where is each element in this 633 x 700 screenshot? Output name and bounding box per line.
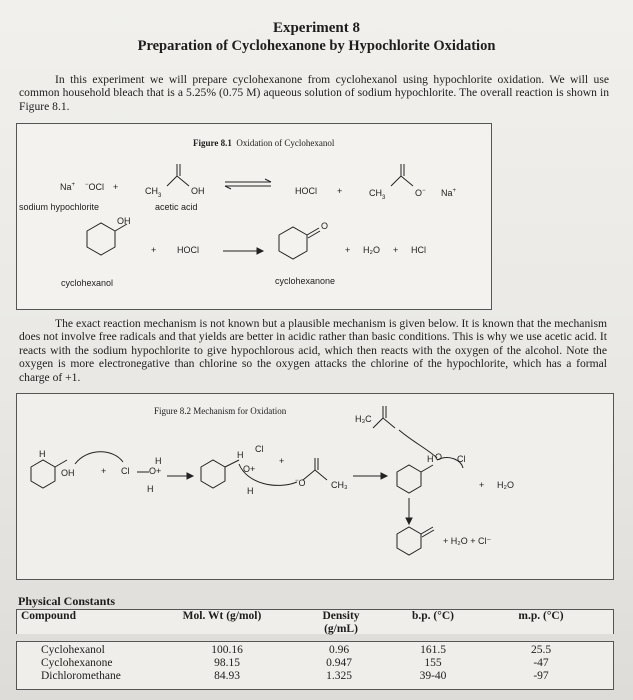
table-cell: Cyclohexanol (41, 644, 105, 656)
table-header-row (16, 609, 614, 634)
table-cell: 161.5 (420, 644, 446, 656)
hypochlorite-label: −OCl (85, 182, 105, 192)
table-cell: -47 (533, 657, 549, 669)
mechanism-h-label-6: H (427, 454, 434, 464)
mechanism-h-label-5: H (247, 486, 254, 496)
plus-sign: + (337, 186, 343, 196)
plus-sign: + (393, 245, 399, 255)
figure-8-1 (16, 123, 492, 310)
hocl-label-2: HOCl (177, 245, 199, 255)
col-mp: m.p. (°C) (518, 610, 564, 622)
mechanism-oh-label: OH (61, 468, 75, 478)
col-bp: b.p. (°C) (412, 610, 454, 622)
plus-sign: + (101, 466, 107, 476)
table-cell: 0.96 (328, 644, 350, 656)
products-label: + H₂O + Cl⁻ (443, 536, 492, 546)
plus-sign: + (151, 245, 157, 255)
table-cell: 39-40 (419, 670, 447, 682)
col-density: Density (g/mL) (322, 610, 360, 635)
physical-constants-header (16, 594, 616, 634)
plus-sign: + (279, 456, 285, 466)
table-cell: 155 (424, 657, 442, 669)
table-cell: Dichloromethane (41, 670, 121, 682)
col-molwt: Mol. Wt (g/mol) (182, 610, 262, 622)
table-cell: 1.325 (326, 670, 352, 682)
cyclohexanol-label: cyclohexanol (61, 278, 114, 288)
hcl-label: HCl (411, 245, 426, 255)
plus-sign: + (113, 182, 119, 192)
figure-8-2-caption: Figure 8.2 Mechanism for Oxidation (154, 406, 287, 416)
table-cell: -97 (533, 670, 549, 682)
table-cell: Cyclohexanone (41, 657, 113, 669)
mechanism-cl-label: Cl (121, 466, 130, 476)
mechanism-cl-label-3: Cl (457, 454, 466, 464)
acetate-oxygen-label: −O (295, 478, 306, 488)
mechanism-h-label: H (39, 449, 46, 459)
sodium-ion-label: Na+ (60, 182, 76, 192)
acetic-acid-label: acetic acid (155, 202, 198, 212)
figure-8-2-mechanism (17, 394, 613, 579)
page-title: Experiment 8 (272, 20, 361, 36)
mechanism-cl-label-2: Cl (255, 444, 264, 454)
acetate-sodium-label: Na+ (441, 188, 457, 198)
col-compound: Compound (21, 610, 76, 622)
cyclohexanone-oxygen-label: O (321, 221, 329, 231)
acetic-acid-ch3-label: $CH_3$ (145, 186, 162, 199)
table-heading: Physical Constants (18, 594, 116, 608)
water-label-2: H₂O (497, 480, 514, 490)
figure-8-1-number: Figure 8.1 (193, 138, 232, 148)
table-cell: 100.16 (211, 644, 243, 656)
hocl-label: HOCl (295, 186, 317, 196)
mechanism-h-label-2: H (155, 456, 162, 466)
plus-sign: + (479, 480, 485, 490)
table-cell: 0.947 (326, 657, 352, 669)
intro-paragraph: In this experiment we will prepare cyclohexanone from cyclohexanol using hypochlorite oxidation. We will use common household bleach that is a 5.25% (0.75 M) aqueous solution of sodium hypochlorite. The overall reaction is shown in Figure 8.1. (19, 73, 609, 113)
mechanism-h-label-3: H (147, 484, 154, 494)
ether-oxygen-label: O (435, 452, 443, 462)
methyl-label: H₃C (355, 414, 372, 424)
table-cell: 98.15 (214, 657, 240, 669)
acetic-acid-oh-label: OH (191, 186, 205, 196)
water-label: H₂O (363, 245, 380, 255)
mechanism-h-label-4: H (237, 450, 244, 460)
cyclohexanone-label: cyclohexanone (275, 276, 336, 286)
page-subtitle: Preparation of Cyclohexanone by Hypochlorite Oxidation (137, 38, 496, 54)
mechanism-oplus-label: O+ (149, 466, 162, 476)
table-cell: 84.93 (214, 670, 240, 682)
table-cell: 25.5 (530, 644, 552, 656)
cyclohexanol-oh-label: OH (117, 216, 131, 226)
table-body (16, 641, 614, 690)
mechanism-oplus-label-2: O+ (243, 464, 256, 474)
mechanism-paragraph: The exact reaction mechanism is not known but a plausible mechanism is given below. It is known that the mechanism does not involve free radicals and that yields are better in acidic rather than basic conditions. This is why we use acetic acid. It reacts with the sodium hypochlorite to give hypochlorous acid, which then reacts with the oxygen of the alcohol. Note the oxygen is more electronegative than chlorine so the oxygen attacks the chlorine of the hypochlorite, which has a formal charge of +1. (19, 317, 607, 384)
sodium-hypochlorite-label: sodium hypochlorite (19, 202, 100, 212)
figure-8-1-title: Oxidation of Cyclohexanol (236, 138, 335, 148)
acetate-oxygen-label: O− (415, 188, 426, 198)
figure-8-2 (16, 393, 614, 580)
plus-sign: + (345, 245, 351, 255)
acetate-methyl-label: CH₃ (331, 480, 348, 490)
acetate-ch3-label: $CH_3$ (369, 188, 386, 201)
